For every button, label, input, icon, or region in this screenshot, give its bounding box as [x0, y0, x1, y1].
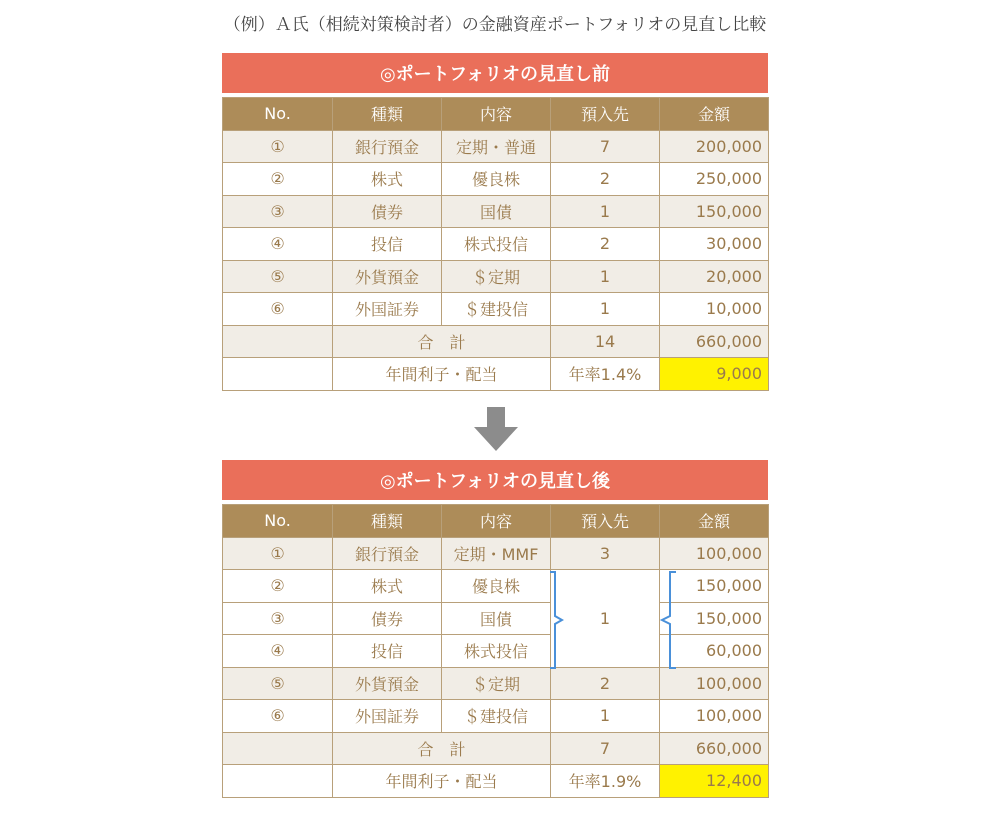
col-no: No. [223, 98, 333, 131]
after-table [222, 504, 769, 798]
cell-type: 投信 [333, 635, 442, 668]
cell-amount: 20,000 [660, 260, 769, 293]
cell-no: ② [223, 570, 333, 603]
table-row [223, 667, 769, 700]
cell-dest: 2 [551, 667, 660, 700]
cell-content: ＄建投信 [442, 700, 551, 733]
cell-amount: 150,000 [660, 195, 769, 228]
interest-row [223, 765, 769, 798]
cell-content: 定期・普通 [442, 130, 551, 163]
table-row [223, 195, 769, 228]
interest-amount: 12,400 [660, 765, 769, 798]
cell-no: ⑥ [223, 700, 333, 733]
col-content: 内容 [442, 505, 551, 538]
cell-type: 株式 [333, 570, 442, 603]
right-brace-icon [548, 570, 564, 670]
cell-content: 定期・MMF [442, 537, 551, 570]
cell-amount: 100,000 [660, 700, 769, 733]
cell-dest: 1 [551, 293, 660, 326]
col-dest: 預入先 [551, 98, 660, 131]
before-banner: ◎ポートフォリオの見直し前 [222, 53, 768, 93]
interest-label: 年間利子・配当 [333, 358, 551, 391]
cell-type: 債券 [333, 602, 442, 635]
cell-amount: 150,000 [660, 602, 769, 635]
cell-type: 株式 [333, 163, 442, 196]
blank-cell [223, 358, 333, 391]
interest-rate: 年率1.4% [551, 358, 660, 391]
cell-amount: 250,000 [660, 163, 769, 196]
left-brace-icon [658, 570, 678, 670]
cell-no: ③ [223, 195, 333, 228]
cell-dest [551, 570, 660, 603]
interest-row [223, 358, 769, 391]
page-title: （例）Ａ氏（相続対策検討者）の金融資産ポートフォリオの見直し比較 [223, 15, 767, 35]
cell-amount: 100,000 [660, 537, 769, 570]
cell-no: ⑥ [223, 293, 333, 326]
down-arrow-icon [474, 407, 518, 451]
col-type: 種類 [333, 98, 442, 131]
cell-dest: 7 [551, 130, 660, 163]
cell-dest: 1 [551, 700, 660, 733]
table-row [223, 130, 769, 163]
cell-no: ④ [223, 228, 333, 261]
before-table [222, 97, 769, 391]
cell-no: ⑤ [223, 260, 333, 293]
cell-type: 債券 [333, 195, 442, 228]
cell-content: 優良株 [442, 163, 551, 196]
col-amount: 金額 [660, 98, 769, 131]
cell-type: 銀行預金 [333, 537, 442, 570]
cell-type: 外国証券 [333, 700, 442, 733]
cell-amount: 30,000 [660, 228, 769, 261]
cell-amount: 150,000 [660, 570, 769, 603]
cell-amount: 200,000 [660, 130, 769, 163]
cell-dest: 2 [551, 163, 660, 196]
after-banner: ◎ポートフォリオの見直し後 [222, 460, 768, 500]
after-section [222, 460, 768, 798]
table-row [223, 293, 769, 326]
blank-cell [223, 765, 333, 798]
cell-dest: 1 [551, 195, 660, 228]
cell-dest: 1 [551, 260, 660, 293]
total-amount: 660,000 [660, 325, 769, 358]
total-amount: 660,000 [660, 732, 769, 765]
cell-content: 株式投信 [442, 635, 551, 668]
table-row [223, 602, 769, 635]
col-type: 種類 [333, 505, 442, 538]
cell-type: 外貨預金 [333, 260, 442, 293]
col-content: 内容 [442, 98, 551, 131]
table-row [223, 635, 769, 668]
cell-no: ③ [223, 602, 333, 635]
table-row [223, 570, 769, 603]
interest-amount: 9,000 [660, 358, 769, 391]
cell-content: ＄建投信 [442, 293, 551, 326]
cell-amount: 100,000 [660, 667, 769, 700]
cell-type: 銀行預金 [333, 130, 442, 163]
header-row [223, 505, 769, 538]
total-label: 合 計 [333, 325, 551, 358]
cell-dest: 1 [551, 602, 660, 635]
table-row [223, 260, 769, 293]
cell-content: ＄定期 [442, 667, 551, 700]
cell-no: ① [223, 130, 333, 163]
cell-content: 国債 [442, 195, 551, 228]
total-dest: 7 [551, 732, 660, 765]
table-row [223, 537, 769, 570]
table-row [223, 163, 769, 196]
col-no: No. [223, 505, 333, 538]
before-section [222, 53, 768, 391]
cell-type: 投信 [333, 228, 442, 261]
cell-amount: 60,000 [660, 635, 769, 668]
cell-type: 外貨預金 [333, 667, 442, 700]
col-amount: 金額 [660, 505, 769, 538]
total-row [223, 325, 769, 358]
cell-dest: 2 [551, 228, 660, 261]
cell-content: 優良株 [442, 570, 551, 603]
blank-cell [223, 325, 333, 358]
total-label: 合 計 [333, 732, 551, 765]
col-dest: 預入先 [551, 505, 660, 538]
table-row [223, 228, 769, 261]
cell-content: ＄定期 [442, 260, 551, 293]
blank-cell [223, 732, 333, 765]
cell-dest [551, 635, 660, 668]
cell-no: ② [223, 163, 333, 196]
cell-type: 外国証券 [333, 293, 442, 326]
cell-content: 国債 [442, 602, 551, 635]
interest-rate: 年率1.9% [551, 765, 660, 798]
header-row [223, 98, 769, 131]
cell-content: 株式投信 [442, 228, 551, 261]
table-row [223, 700, 769, 733]
cell-amount: 10,000 [660, 293, 769, 326]
cell-dest: 3 [551, 537, 660, 570]
total-dest: 14 [551, 325, 660, 358]
total-row [223, 732, 769, 765]
cell-no: ⑤ [223, 667, 333, 700]
cell-no: ① [223, 537, 333, 570]
cell-no: ④ [223, 635, 333, 668]
interest-label: 年間利子・配当 [333, 765, 551, 798]
